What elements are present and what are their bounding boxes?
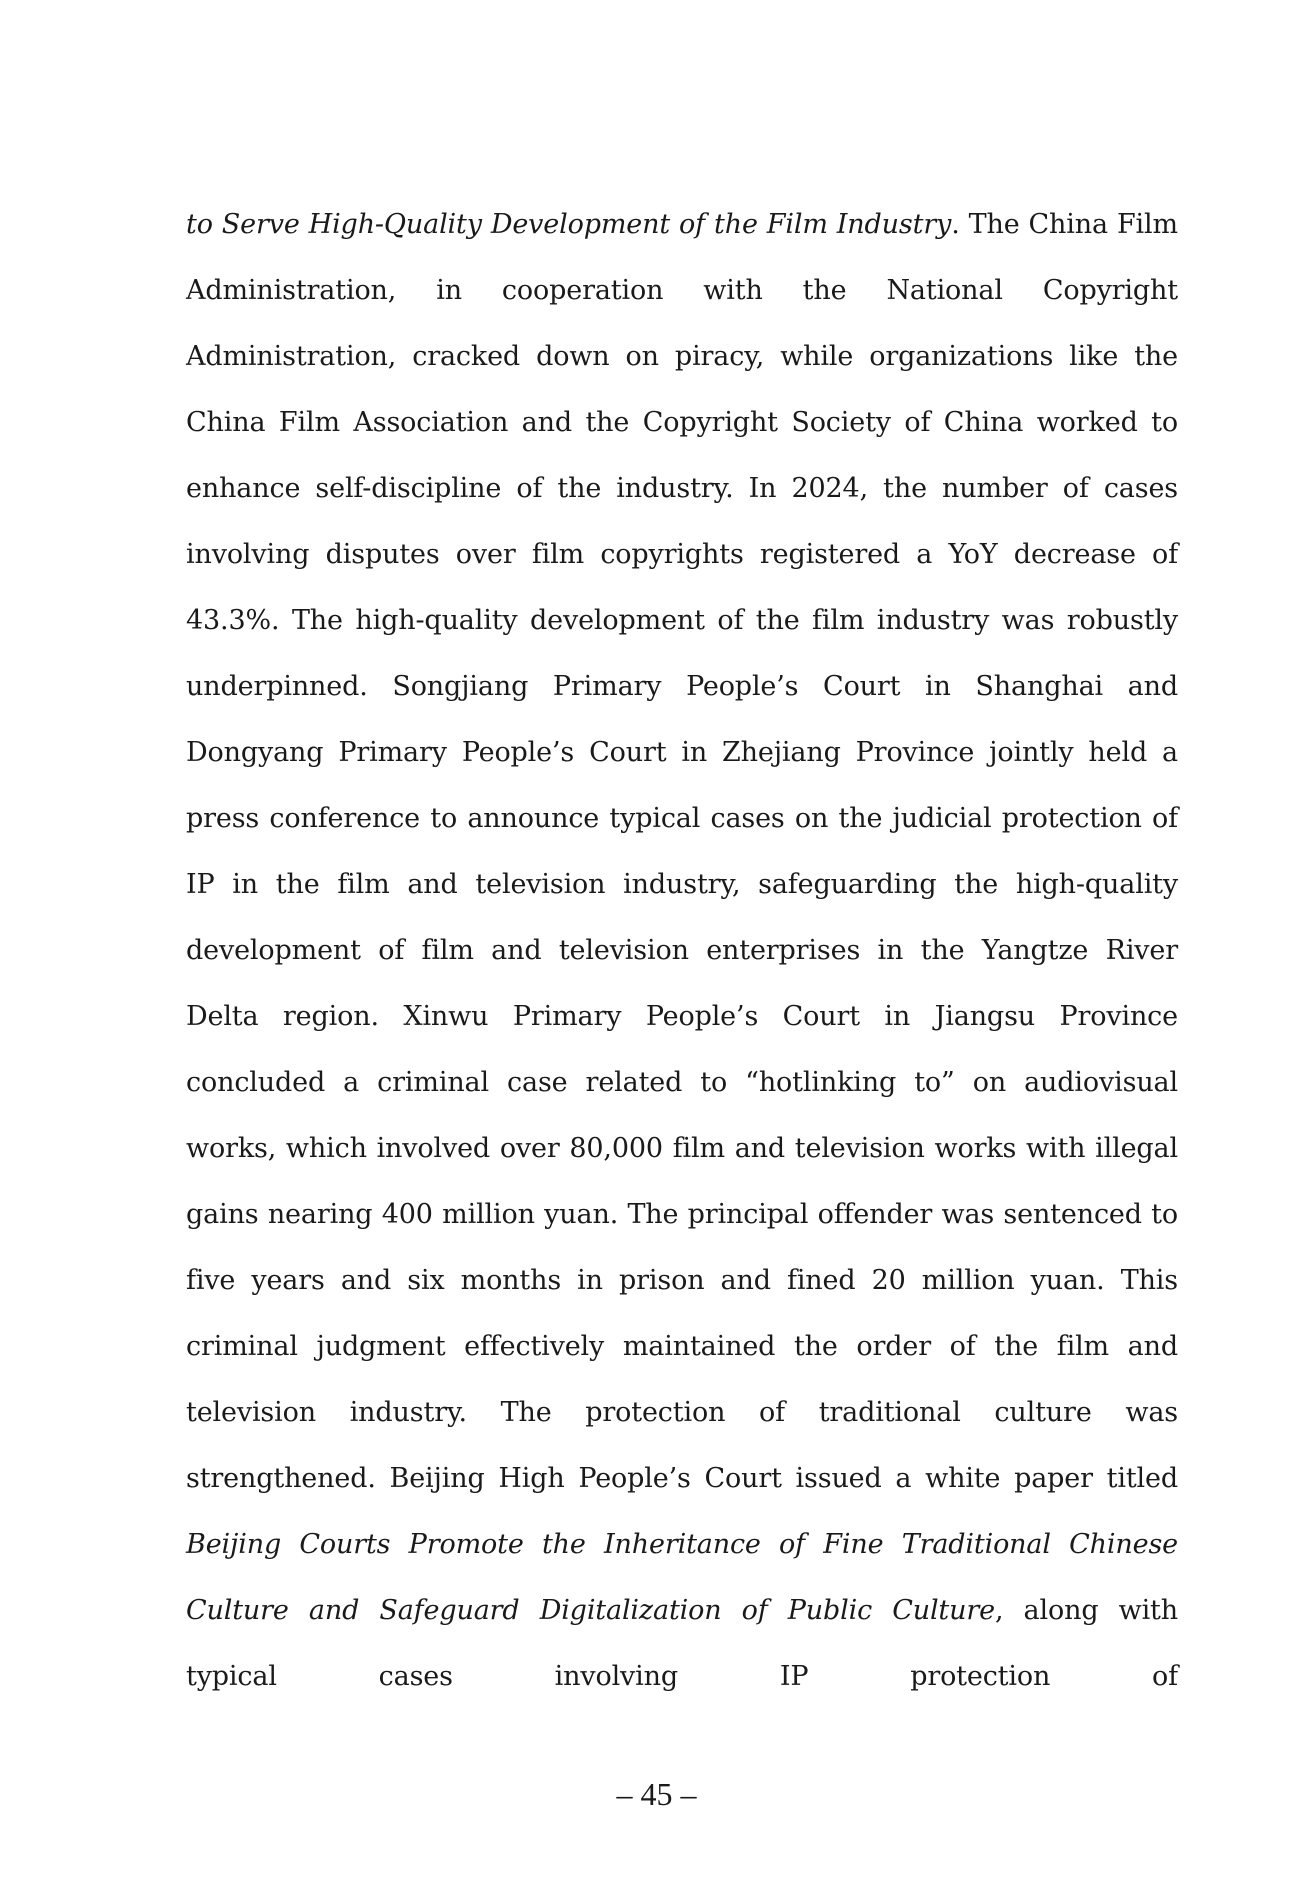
film-industry-title-italic: to Serve High-Quality Development of the Film Industry bbox=[186, 209, 952, 240]
body-paragraph bbox=[186, 192, 1178, 1710]
white-paper-title-italic: Beijing Courts Promote the Inheritance of Fine Traditional Chinese Culture and Safeguard Digitalization of Public Culture bbox=[186, 1529, 1178, 1626]
page-number: – 45 – bbox=[616, 1776, 697, 1812]
paragraph-text: . The China Film Administration, in cooperation with the National Copyright Administration, cracked down on piracy, while organizations like the China Film Association and the Copyright Society of China worked to enhance self-discipline of the industry. In 2024, the number of cases involving disputes over film copyrights registered a YoY decrease of 43.3%. The high-quality development of the film industry was robustly underpinned. Songjiang Primary People’s Court in Shanghai and Dongyang Primary People’s Court in Zhejiang Province jointly held a press conference to announce typical cases on the judicial protection of IP in the film and television industry, safeguarding the high-quality development of film and television enterprises in the Yangtze River Delta region. Xinwu Primary People’s Court in Jiangsu Province concluded a criminal case related to “hotlinking to” on audiovisual works, which involved over 80,000 film and television works with illegal gains nearing 400 million yuan. The principal offender was sentenced to five years and six months in prison and fined 20 million yuan. This criminal judgment effectively maintained the order of the film and television industry. The protection of traditional culture was strengthened. Beijing High People’s Court issued a white paper titled bbox=[186, 209, 1178, 1494]
paragraph-text-end: , along with typical cases involving IP protection of bbox=[186, 1595, 1178, 1692]
